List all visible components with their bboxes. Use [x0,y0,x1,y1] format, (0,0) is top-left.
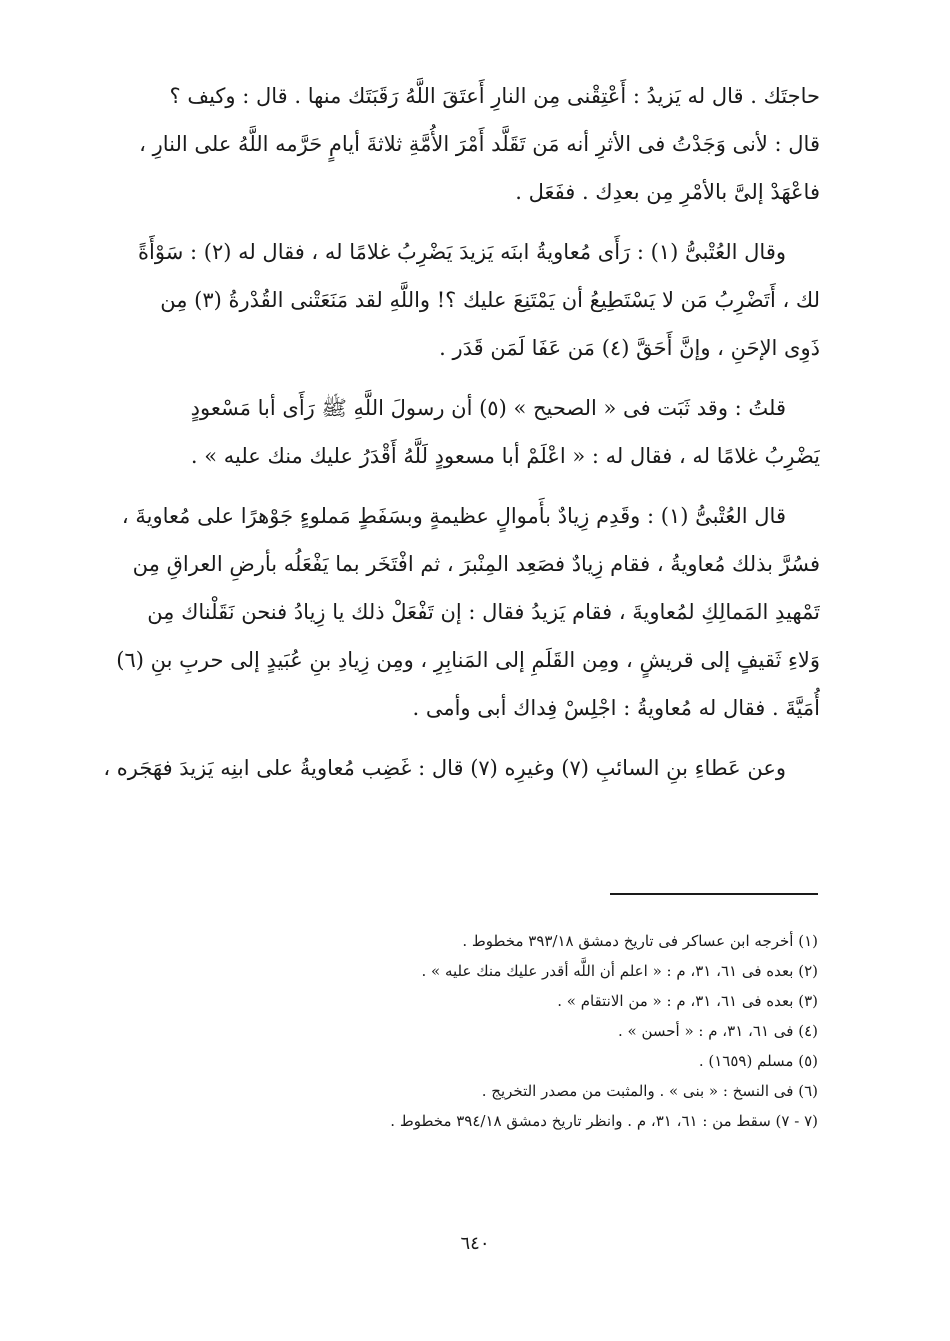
paragraph-4 [100,492,820,732]
paragraph-1 [100,72,820,216]
text-line: فسُرَّ بذلك مُعاويةُ ، فقام زِيادٌ فصَعِد المِنْبرَ ، ثم افْتَخَر بما يَفْعَلُه بأرضِ العراقِ مِن [132,552,820,576]
footnote-1: (١) أخرجه ابن عساكر فى تاريخ دمشق ٣٩٣/١٨ مخطوط . [462,932,818,950]
text-line: قال العُتْبىُّ (١) : وقَدِم زِيادٌ بأَموالٍ عظيمةٍ وبسَفَطٍ مَملوءٍ جَوْهرًا على مُعاويةَ ، [121,504,786,528]
paragraph-5 [100,744,820,792]
text-line: ذَوِى الإحَنِ ، وإنَّ أَحَقَّ (٤) مَن عَفَا لَمَن قَدَر . [439,336,820,360]
main-text-body [100,72,820,804]
footnote-6: (٦) فى النسخ : « بنى » . والمثبت من مصدر التخريج . [481,1082,818,1100]
text-line: تَمْهيدِ المَمالِكِ لمُعاويةَ ، فقام يَزيدُ فقال : إن تَفْعَلْ ذلك يا زِيادُ فنحن نَقَلْناك مِن [147,600,820,624]
footnote-3: (٣) بعده فى ٦١، ٣١، م : « من الانتقام » . [557,992,818,1010]
page-number: ٦٤٠ [460,1233,490,1254]
paragraph-3 [100,384,820,480]
footnote-separator [610,893,818,895]
text-line: وقال العُتْبىُّ (١) : رَأَى مُعاويةُ ابنَه يَزيدَ يَضْرِبُ غلامًا له ، فقال له (٢) : سَوْأَةً [138,240,786,264]
text-line: قلتُ : وقد ثَبَت فى « الصحيح » (٥) أن رسولَ اللَّهِ ﷺ رَأَى أبا مَسْعودٍ [190,396,786,420]
text-line: حاجتَك . قال له يَزيدُ : أَعْتِقْنى مِن النارِ أَعتَقَ اللَّهُ رَقَبَتَك منها . قال : وكيف ؟ [169,84,820,108]
text-line: قال : لأنى وَجَدْتُ فى الأثرِ أنه مَن تَقَلَّد أَمْرَ الأُمَّةِ ثلاثةَ أيامٍ حَرَّمه اللَّهُ على النارِ ، [139,132,820,156]
footnote-4: (٤) فى ٦١، ٣١، م : « أحسن » . [618,1022,818,1040]
text-line: وَلاءِ ثَقيفٍ إلى قريشٍ ، ومِن القَلَمِ إلى المَنابِرِ ، ومِن زِيادِ بنِ عُبَيدٍ إلى حربِ بنِ (٦) [116,648,820,672]
text-line: يَضْرِبُ غلامًا له ، فقال له : « اعْلَمْ أبا مسعودٍ لَلَّهُ أَقْدَرُ عليك منك عليه » . [190,444,820,468]
footnote-7: (٧ - ٧) سقط من : ٦١، ٣١، م . وانظر تاريخ دمشق ٣٩٤/١٨ مخطوط . [390,1112,818,1130]
text-line: وعن عَطاءِ بنِ السائبِ (٧) وغيرِه (٧) قال : غَضِب مُعاويةُ على ابنِه يَزيدَ فهَجَره ، [103,756,786,780]
paragraph-2 [100,228,820,372]
text-line: أُمَيَّةَ . فقال له مُعاويةُ : اجْلِسْ فِداك أبى وأمى . [412,696,820,720]
footnote-5: (٥) مسلم (١٦٥٩) . [698,1052,818,1070]
footnotes [218,926,818,1136]
text-line: فاعْهَدْ إلىَّ بالأمْرِ مِن بعدِك . ففَعَل . [515,180,820,204]
footnote-2: (٢) بعده فى ٦١، ٣١، م : « اعلم أن اللَّه أقدر عليك منك عليه » . [421,962,818,980]
text-line: لك ، أَتَضْرِبُ مَن لا يَسْتَطِيعُ أن يَمْتَنِعَ عليك ؟! واللَّهِ لقد مَنَعَتْنى القُدْرةُ (٣) مِن [160,288,820,312]
